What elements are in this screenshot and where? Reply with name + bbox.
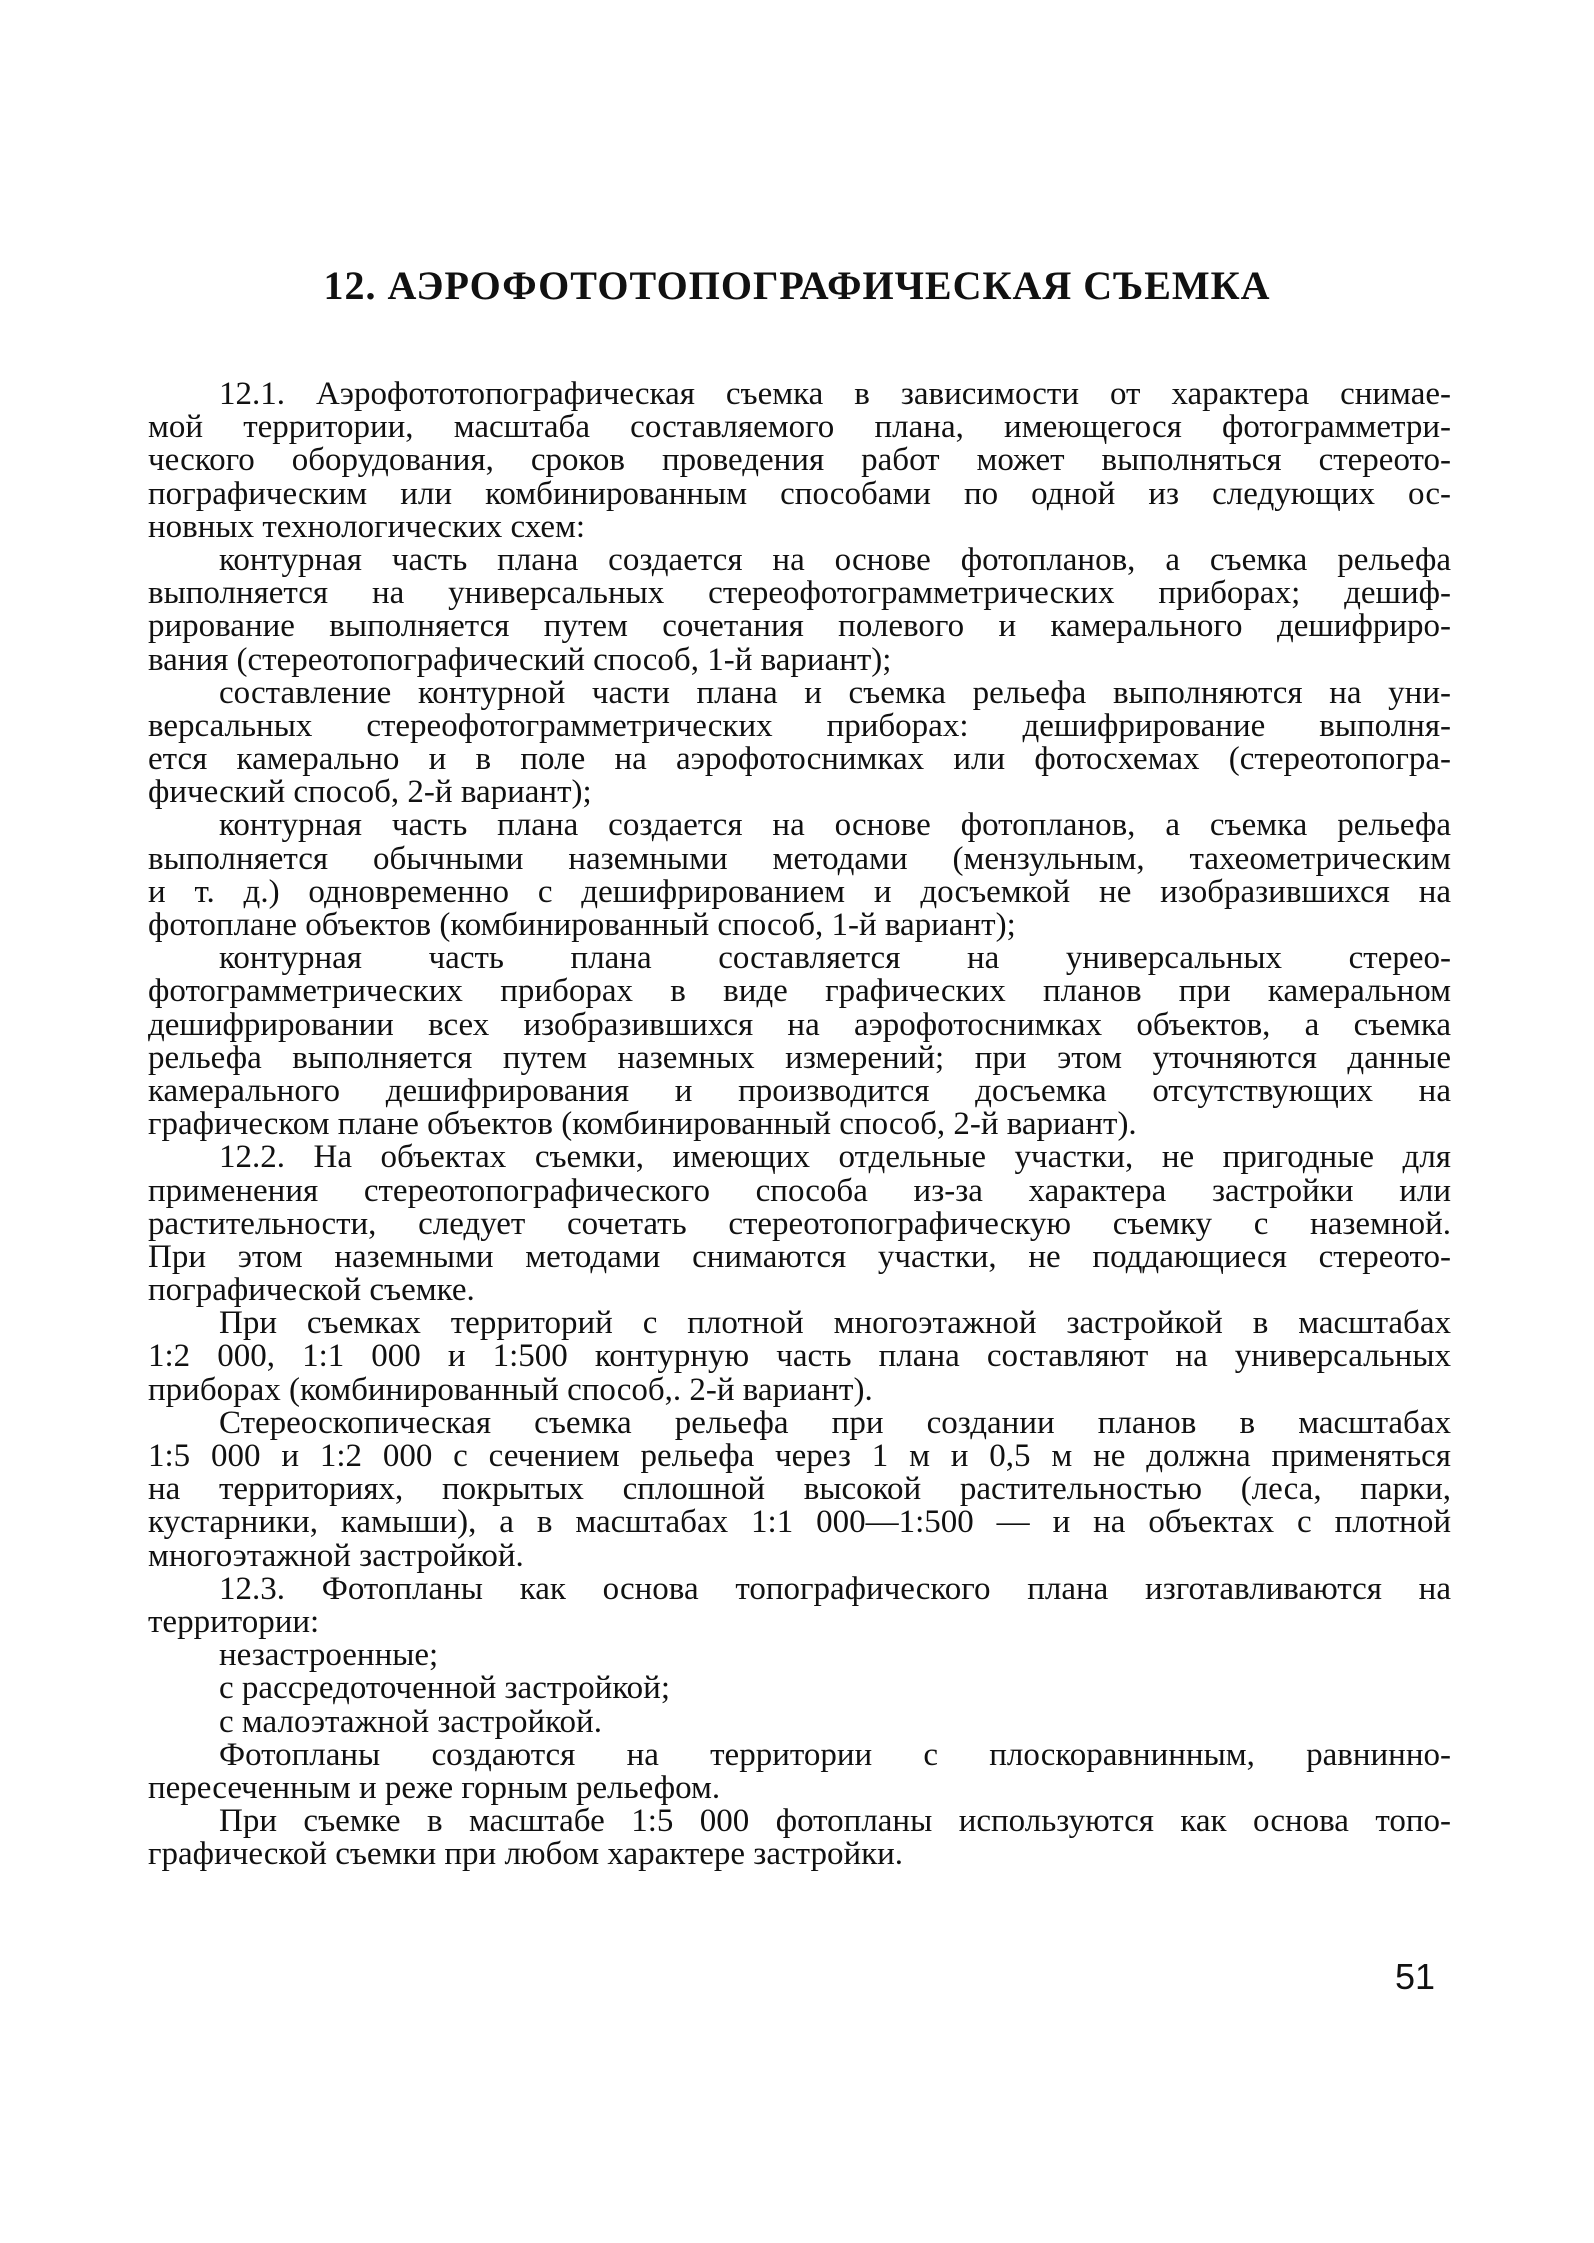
text-line: графическом плане объектов (комбинированный способ, 2-й вариант). <box>148 1106 1137 1143</box>
text-line: пографическим или комбинированным способами по одной из следующих ос- <box>148 475 1451 512</box>
text-line: приборах (комбинированный способ,. 2-й вариант). <box>148 1371 873 1408</box>
text-line: дешифрировании всех изобразившихся на аэрофотоснимках объектов, а съемка <box>148 1006 1451 1043</box>
text-line: контурная часть плана создается на основе фотопланов, а съемка рельефа <box>219 541 1451 578</box>
text-line: контурная часть плана составляется на универсальных стерео- <box>219 940 1451 977</box>
text-line: на территориях, покрытых сплошной высокой растительностью (леса, парки, <box>148 1471 1451 1508</box>
text-line: фотоплане объектов (комбинированный способ, 1-й вариант); <box>148 907 1016 943</box>
text-line: составление контурной части плана и съемка рельефа выполняются на уни- <box>219 674 1451 711</box>
text-line: При съемках территорий с плотной многоэтажной застройкой в масштабах <box>219 1305 1451 1342</box>
text-line: рирование выполняется путем сочетания полевого и камерального дешифриро- <box>148 608 1451 645</box>
text-line: 12.3. Фотопланы как основа топографического плана изготавливаются на <box>219 1570 1451 1607</box>
text-line: 12.2. На объектах съемки, имеющих отдельные участки, не пригодные для <box>219 1139 1451 1176</box>
text-line: территории: <box>148 1603 320 1640</box>
text-line: с рассредоточенной застройкой; <box>219 1670 671 1707</box>
text-line: Фотопланы создаются на территории с плоскоравнинным, равнинно- <box>219 1736 1451 1773</box>
text-line: 1:2 000, 1:1 000 и 1:500 контурную часть плана составляют на универсальных <box>148 1338 1451 1375</box>
page-number: 51 <box>1395 1956 1436 1997</box>
text-line: версальных стереофотограмметрических приборах: дешифрирование выполня- <box>148 707 1451 744</box>
text-line: многоэтажной застройкой. <box>148 1537 524 1574</box>
text-line: применения стереотопографического способа из-за характера застройки или <box>148 1172 1451 1209</box>
text-line: и т. д.) одновременно с дешифрированием и досъемкой не изобразившихся на <box>148 873 1451 910</box>
text-line: ется камерально и в поле на аэрофотоснимках или фотосхемах (стереотопогра- <box>148 741 1451 778</box>
body-text <box>148 378 1451 1871</box>
text-line: фотограмметрических приборах в виде графических планов при камеральном <box>148 973 1451 1010</box>
text-line: 1:5 000 и 1:2 000 с сечением рельефа через 1 м и 0,5 м не должна применяться <box>148 1438 1451 1474</box>
text-line: незастроенные; <box>219 1637 439 1674</box>
text-line: Стереоскопическая съемка рельефа при создании планов в масштабах <box>219 1404 1451 1441</box>
text-line: контурная часть плана создается на основе фотопланов, а съемка рельефа <box>219 807 1451 844</box>
text-line: выполняется на универсальных стереофотограмметрических приборах; дешиф- <box>148 575 1451 612</box>
section-heading: 12. АЭРОФОТОТОПОГРАФИЧЕСКАЯ СЪЕМКА <box>323 263 1271 308</box>
text-line: с малоэтажной застройкой. <box>219 1703 602 1740</box>
text-line: пографической съемке. <box>148 1272 475 1309</box>
text-line: фический способ, 2-й вариант); <box>148 774 592 811</box>
text-line: ческого оборудования, сроков проведения работ может выполняться стереото- <box>148 442 1451 479</box>
text-line: растительности, следует сочетать стереотопографическую съемку с наземной. <box>148 1205 1451 1242</box>
text-line: 12.1. Аэрофототопографическая съемка в зависимости от характера снимае- <box>219 376 1451 412</box>
text-line: выполняется обычными наземными методами (мензульным, тахеометрическим <box>148 840 1451 877</box>
text-line: графической съемки при любом характере застройки. <box>148 1836 904 1873</box>
text-line: При съемке в масштабе 1:5 000 фотопланы используются как основа топо- <box>219 1803 1451 1840</box>
text-line: пересеченным и реже горным рельефом. <box>148 1769 721 1806</box>
text-line: камерального дешифрирования и производится досъемка отсутствующих на <box>148 1072 1451 1109</box>
text-line: мой территории, масштаба составляемого плана, имеющегося фотограмметри- <box>148 409 1451 446</box>
text-line: кустарники, камыши), а в масштабах 1:1 000—1:500 — и на объектах с плотной <box>148 1504 1451 1541</box>
text-line: рельефа выполняется путем наземных измерений; при этом уточняются данные <box>148 1039 1451 1076</box>
text-line: При этом наземными методами снимаются участки, не поддающиеся стереото- <box>148 1238 1451 1275</box>
text-line: новных технологических схем: <box>148 508 586 545</box>
text-line: вания (стереотопографический способ, 1-й вариант); <box>148 641 892 678</box>
